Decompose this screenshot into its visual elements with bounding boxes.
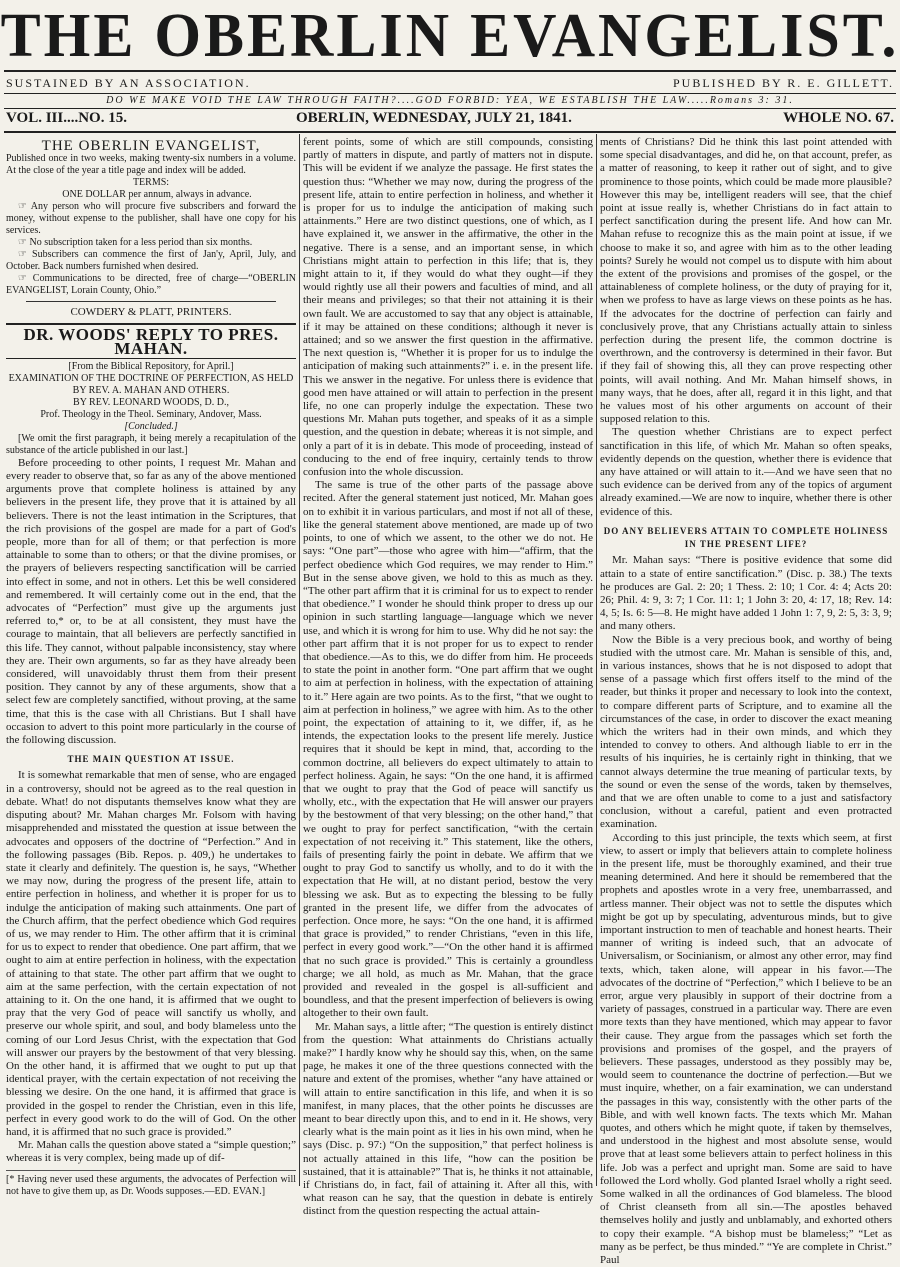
printers-line: COWDERY & PLATT, PRINTERS. — [70, 306, 232, 319]
column-rule — [596, 134, 597, 1186]
sustained-line: SUSTAINED BY AN ASSOCIATION. — [6, 76, 251, 90]
article-subtitle: EXAMINATION OF THE DOCTRINE OF PERFECTION, AS HELD BY REV. A. MAHAN AND OTHERS. — [8, 372, 294, 396]
pointing-hand-icon: ☞ — [18, 249, 27, 261]
terms-label: TERMS: — [132, 177, 170, 189]
article-paragraph: Mr. Mahan says: “There is positive evidence that some did attain to a state of entire sanctification.” (Disc. p. 38.) The texts he produces are Gal. 2: 20; 1 Thess. 2: 10; 1 Cor. 4: 4; Acts 20: 26; Phil. 4: 9, 3: 7; 1 Cor. 11: 1; 1 John 3: 20, 4: 17, 18; Rev. 14: 4, 5; Is. 6: 5—8. He might have added 1 John 1: 7, 9, 2: 5, 3: 3, 9; and many others. — [600, 554, 892, 633]
footnote: [* Having never used these arguments, the advocates of Perfection will not have to give them up, as Dr. Woods supposes.—ED. EVAN.] — [6, 1170, 296, 1198]
pointing-hand-icon: ☞ — [18, 273, 27, 285]
article-paragraph: Now the Bible is a very precious book, and worthy of being studied with the utmost care. Mr. Mahan is sensible of this, and, in various instances, shows that he is not disposed to adopt that sense of a passage which first offers itself to the mind of the reader, but thinks it proper and necessary to look into the context, to compare different parts of Scripture, and to examine all the circumstances of the case, in order to discover the exact meaning which the writers had in their own minds, and which they intended to convey to others. And although liable to err in the results of his inquiries, he is certainly right in thinking, that we cannot always determine the true meaning of particular texts, by the sound or even the sense of the words, taken by themselves, and that we are often unable to come to a just and satisfactory conclusion, without a careful, patient and even protracted examination. — [600, 633, 892, 831]
subscription-note: ☞ Subscribers can commence the first of Jan'y, April, July, and October. Back numbers furnished when desired. — [6, 249, 296, 273]
article-paragraph: The question whether Christians are to expect perfect sanctification in this life, of which Mr. Mahan so often speaks, evidently depends on the question, whether there is evidence that any have attained or will attain to it.—And we have seen that no such evidence can be derived from any of the topics of argument already examined.—We are now to inquire, whether there is other evidence of this. — [600, 426, 892, 518]
article-paragraph: Before proceeding to other points, I request Mr. Mahan and every reader to observe that, so far as any of the above mentioned arguments prove that complete holiness is attained by any believers in the present life, they prove that it is attained by all believers. There is not the least intimation in the Scriptures, that the rich provisions of the gospel are made for a part of God's people, more than for all of them; or that perfection is more attainable to some than to others; or that the divine promises, or the prayers of believers respecting sanctification will be carried into effect in some, and not in others. Let this be well considered and remembered. It will certainly come out in the end, that the advocates of “Perfection” must give up the arguments just referred to,* or, to be at all consistent, they must have the courage to maintain, that all believers are perfectly sanctified in this life. They cannot, without palpable inconsistency, stay where they are. Their own arguments, so far as they have already been considered, will unavoidably thrust them from their present position. They cannot by any of these arguments, show that a select few are completely sanctified, without proving, at the same time, that this is the case with all Christians. But I shall have occasion to advert to this point more particularly in the course of the following discussion. — [6, 456, 296, 747]
subscription-note: ☞ No subscription taken for a less period than six months. — [18, 237, 253, 249]
divider — [4, 70, 896, 72]
newspaper-title: THE OBERLIN EVANGELIST. — [0, 0, 900, 70]
article-paragraph: Mr. Mahan calls the question above stated a “simple question;” whereas it is very complex, being made up of dif- — [6, 1139, 296, 1165]
article-paragraph: It is somewhat remarkable that men of sense, who are engaged in a controversy, should not be agreed as to the real question in debate. What! do not disputants themselves know what they are disputing about? Mr. Mahan charges Mr. Folsom with having misapprehended and misstated the question at issue between the advocates and opposers of the doctrine of “Perfection.” And in the following passages (Bib. Repos. p. 409,) he undertakes to state it clearly and definitely. The question is, he says, “Whether we may now, during the progress of the present life, attain to entire perfection in holiness, and whether it is proper for us to indulge the anticipation of making such attainments. One part of the Church affirm, that the perfect obedience which God requires of us, we may render to Him. The other affirm that it is criminal for us to expect to render that obedience. One part affirm, that we ought to aim at entire perfection in holiness, with the expectation of attaining to that state. The other part affirm that we ought to aim at the same perfection, with the certain expectation of not attaining to it. On the one hand, it is affirmed that we ought to pray that the very God of peace will sanctify us wholly, and preserve our whole spirit, and soul, and body blameless unto the coming of our Lord Jesus Christ, with the expectation that God will answer our prayers by the bestowment of that very blessing. On the other hand, it is affirmed that we ought to put up that identical prayer, with the certain expectation of not receiving the blessing we desire. On the one hand, it is affirmed that grace is provided in the gospel to render the Christian, even in this life, perfect in every good work to do the will of God. On the other hand, it is affirmed that no such grace is provided.” — [6, 769, 296, 1138]
divider — [4, 93, 896, 94]
article-byline: BY REV. LEONARD WOODS, D. D., — [73, 396, 229, 408]
divider — [4, 131, 896, 133]
article-title: DR. WOODS' REPLY TO PRES. MAHAN. — [6, 323, 296, 358]
concluded-note: [Concluded.] — [124, 420, 178, 432]
column-3 — [600, 136, 892, 1267]
terms-text: ONE DOLLAR per annum, always in advance. — [62, 189, 252, 201]
column-1 — [6, 136, 296, 1197]
article-paragraph: ments of Christians? Did he think this last point attended with some special disadvantages, and did he, on that account, prefer, as a matter of reasoning, to keep it rather out of sight, and to give prominence to those points, which could be made more plausible? However this may be, intelligent readers will see, that the chief point at issue really is, whether Christians do in fact attain to perfect sanctification during the present life. And how can Mr. Mahan refuse to recognize this as the main point at issue, if we choose to make it so, and agree with him as to the other leading points? Surely he would not compel us to dispute with him about the extent of the provisions and promises of the gospel, or the attainableness of complete holiness, or the duty of praying for it, when we profess to have as large views on these points as he has. If the advocates for the doctrine of perfection can fairly and conclusively prove, that any Christians actually attain to sinless perfection during the present life, the common doctrine is overthrown, and the controversy is determined in their favor. But if they fail of showing this, all they can prove respecting other points, will avail nothing. And Mr. Mahan himself shows, in many ways, that he does, after all, regard it in this light, and that he values most of his other arguments on account of their supposed relation to this. — [600, 136, 892, 426]
volume-number: VOL. III....NO. 15. — [6, 110, 127, 126]
motto: DO WE MAKE VOID THE LAW THROUGH FAITH?....GOD FORBID: YEA, WE ESTABLISH THE LAW.....Romans 3: 31. — [106, 95, 794, 106]
section-heading: DO ANY BELIEVERS ATTAIN TO COMPLETE HOLINESS IN THE PRESENT LIFE? — [603, 525, 889, 550]
issue-date: OBERLIN, WEDNESDAY, JULY 21, 1841. — [296, 110, 572, 126]
author-affiliation: Prof. Theology in the Theol. Seminary, Andover, Mass. — [40, 408, 262, 420]
article-paragraph: Mr. Mahan says, a little after; “The question is entirely distinct from the question: What attainments do Christians actually make?” I hardly know why he should say this, when, on the same page, he makes it one of the three questions connected with the nature and extent of the promises, whether “any have attained or will attain to entire sanctification in this life, and when it is so manifest, in many places, that the other points he discusses are meant to bear directly upon this, and to end in it. He shows, very clearly what is the main point as it lies in his own mind, when he says (Disc. p. 97:) “On the supposition,” that perfect holiness is not actually attained in this life, “how can the position be sustained, that it is attainable?” That is, he thinks it not attainable, if Christians do, in fact, fail of attaining it. After all this, with what reason can he say, that the question in debate is entirely distinct from the question respecting the actual attain- — [303, 1020, 593, 1218]
section-heading: THE MAIN QUESTION AT ISSUE. — [67, 754, 235, 765]
dateline — [6, 110, 894, 130]
masthead — [0, 0, 900, 70]
whole-number: WHOLE NO. 67. — [783, 110, 894, 126]
pointing-hand-icon: ☞ — [18, 237, 27, 249]
article-paragraph: The same is true of the other parts of the passage above recited. After the general statement just noticed, Mr. Mahan goes on to exhibit it in various particulars, and most if not all of these, like the general statement above mentioned, are made up of two points, to one of which we assent, to the other we do not. He says: “One part”—those who agree with him—“affirm, that the perfect obedience which God requires, we may render to Him.” But in the sense above given, we hold to this as much as they. “The other part affirm that it is criminal for us to expect to render that obedience.” I wonder he should think proper to dress up our opinion in such startling language—language which we never use, and which it is wrong for him to use. Why did he not say: the other part affirm that it is not proper for us to expect to render that obedience.—As to this, we do differ from him. He proceeds to state the point in another form. “One part affirm that we ought to aim at perfection in holiness, with the expectation of attaining to it.” Here again are two points. As to the first, “that we ought to aim at perfection in holiness,” we agree with him. As to the other point, the expectation of attaining to it, we differ, if, as he intends, the expectation looks to the present life merely. Justice requires that it should be kept in mind, that, according to the common doctrine, all believers do expect ultimately to attain to perfect holiness. Again, he says: “On the one hand, it is affirmed that we ought to pray that the God of peace will sanctify us wholly, etc., with the expectation that He will answer our prayers by the bestowment of that very blessing; on the other hand,” that we ought to pray for perfect sanctification, “with the certain expectation of not receiving it.” This statement, like the others, fails of presenting fairly the point in debate. We affirm that we ought to pray God to sanctify us wholly, and to do it with the expectation that He will, at no distant period, bestow the very blessing we ask. But as to expecting the blessing to be fully granted in the present life, we differ from the advocates of perfection. Once more, he says: “On the one hand, it is affirmed that grace is provided,” to render Christians, “even in this life, perfect in every good work.”—“On the other hand it is affirmed that no such grace is provided.” This is certainly a groundless charge; we all hold, as much as Mr. Mahan, that the grace provided and revealed in the gospel is all-sufficient and boundless, and that the present imperfection of believers is owing altogether to their own fault. — [303, 479, 593, 1020]
column-rule — [299, 134, 300, 1186]
editor-note: [We omit the first paragraph, it being merely a recapitulation of the substance of the article published in our last.] — [6, 432, 296, 456]
article-paragraph: According to this just principle, the texts which seem, at first view, to assert or imply that believers attain to complete holiness in the present life, must be thoroughly examined, and their true meaning determined. And here it should be remembered that the prophets and apostles wrote in a very free, unembarrassed, and artless manner. Their object was not to settle the disputes which might be got up by speculating, adventurous minds, but to give important instruction to men of teachable and honest hearts. Their manner of writing is indeed such, that an advocate of Universalism, or Socinianism, or almost any other error, may find texts, which, taken alone, will appear in his favor.—The advocates of the doctrine of “Perfection,” which I believe to be an error, argue very plausibly in support of their doctrine from a variety of passages, construed in a particular way. There are even more texts than they have mentioned, which may appear to favor their cause. They argue from the passages which set forth the provisions and promises of the gospel, and the prayers of believers. These passages, understood as they possibly may be, would seem to countenance the doctrine of perfection.—But we must inquire, whether, on a fair examination, we can understand the passages in this way, consistently with the other parts of the Bible, and with well known facts. The texts which Mr. Mahan quotes, and others which he might quote, if taken by themselves, and understood in the highest and most absolute sense, would prove that at least some believers attain to perfect holiness in this life. Job was a perfect and upright man. Some are said to have followed the Lord wholly. God planted Israel wholly a right seed. Some walked in all the ordinances of God blameless. The blood of Christ cleanseth from all sin.—The apostles behaved themselves holily and justly and unblamably, and exhorted others to copy their example. “A bishop must be blameless;” “Let as many as be perfect, be thus minded.” “Ye are complete in Christ.” Paul — [600, 831, 892, 1267]
article-paragraph: ferent points, some of which are still compounds, consisting partly of matters in dispute, and partly of matters not in dispute. This will be evident if we analyze the passage. He first states the question thus: “Whether we may now, during the progress of the present life, attain to entire perfection in holiness, and whether it is proper for us to indulge the anticipation of making such attainments.” Here are two distinct questions, one of which, as I have explained it, we answer in the affirmative, the other in the negative. There is a sense, and an important sense, in which Christians might attain to perfection in this life; that is, they might attain to it, if they would do what they ought—if they would rightly use all their powers and faculties of mind, and all their means and privileges; so that their not attaining it is their own fault. We are accustomed to say that any object is attainable, if it may be attained on these conditions; although it never is attained; and so we answer the first question in the affirmative. The next question is, “Whether it is proper for us to indulge the anticipation of making such attainments?” i. e. in the present life. This we answer in the negative. For unless there is evidence that good men have attained or will attain to perfection in the present life, no one can properly indulge the expectation. These two questions Mr. Mahan puts together, and speaks of it as a simple question, and the question in debate; whereas it is not simple, and only a part of it is in debate. This mode of proceeding, instead of conducing to the end of free inquiry, certainly tends to throw confusion into the whole discussion. — [303, 136, 593, 479]
subscription-note: ☞ Communications to be directed, free of charge—“OBERLIN EVANGELIST, Lorain County, Ohio.” — [6, 273, 296, 297]
publication-title: THE OBERLIN EVANGELIST, — [41, 138, 261, 154]
publication-intro: Published once in two weeks, making twenty-six numbers in a volume. At the close of the year a title page and index will be added. — [6, 153, 296, 177]
publisher-line: PUBLISHED BY R. E. GILLETT. — [673, 76, 894, 90]
pointing-hand-icon: ☞ — [18, 201, 27, 213]
publisher-row — [6, 76, 894, 92]
divider — [26, 301, 276, 302]
subscription-note: ☞ Any person who will procure five subscribers and forward the money, without expense to the publisher, shall have one copy for his services. — [6, 201, 296, 237]
article-source: [From the Biblical Repository, for April.] — [68, 360, 234, 372]
column-2 — [303, 136, 593, 1218]
divider — [4, 108, 896, 109]
